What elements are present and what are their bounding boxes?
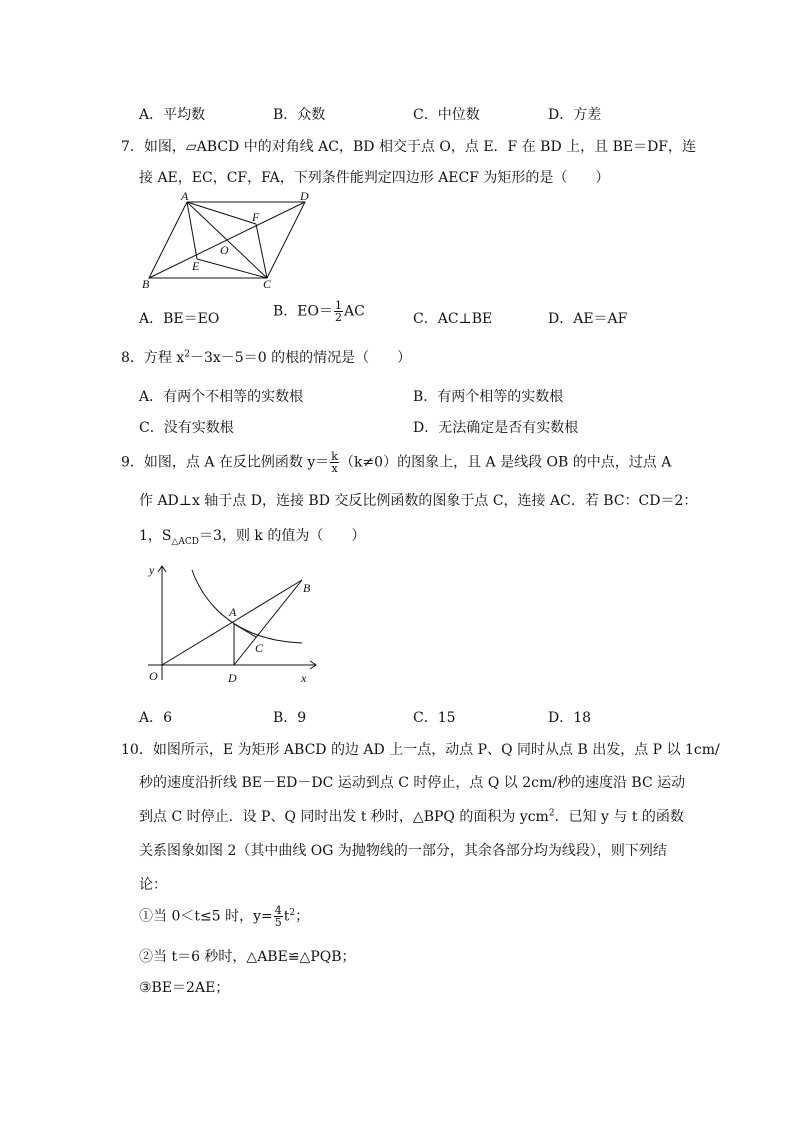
q9-option-b: B．9 xyxy=(273,710,307,726)
q7-option-a: A．BE＝EO xyxy=(139,311,220,327)
q7-option-b: B．EO＝ $\frac{1}{2}$ AC xyxy=(273,299,365,324)
fraction-half: $\frac{1}{2}$ xyxy=(335,299,342,324)
segment-ob xyxy=(162,580,302,665)
q6-option-c: C．中位数 xyxy=(413,107,480,123)
label-b: B xyxy=(142,277,150,291)
q8-option-c: C．没有实数根 xyxy=(139,420,234,436)
q10-statement-3: ③BE＝2AE； xyxy=(139,980,230,996)
label-d: D xyxy=(300,190,309,203)
label-y: y xyxy=(149,563,155,577)
diagonal-bd xyxy=(149,202,305,278)
q7-option-d: D．AE＝AF xyxy=(548,311,628,327)
fraction-k-over-x: $\frac{k}{x}$ xyxy=(331,450,338,475)
q9-stem-line2: 作 AD⊥x 轴于点 D，连接 BD 交反比例函数的图象于点 C，连接 AC．若 BC：CD＝2： xyxy=(139,493,698,509)
q7-stem-line1: 7．如图，▱ABCD 中的对角线 AC，BD 相交于点 O，点 E．F 在 BD 上，且 BE＝DF，连 xyxy=(121,139,697,155)
q8-option-b: B．有两个相等的实数根 xyxy=(413,389,564,405)
q9-stem-line3: 1，$S_{\triangle ACD}=3$，则 k 的值为（ ） xyxy=(139,528,366,547)
q10-stem-line3: 到点 C 时停止．设 P、Q 同时出发 t 秒时，△BPQ 的面积为 ycm$^2$．已知 y 与 t 的函数 xyxy=(139,808,684,825)
label-a: A xyxy=(181,190,189,203)
q8-stem: 8．方程 $x^2-3x-5=0$ 的根的情况是（ ） xyxy=(121,349,412,366)
q6-option-b: B．众数 xyxy=(273,107,326,123)
segment-fa xyxy=(187,202,256,224)
q10-stem-line4: 关系图象如图 2（其中曲线 OG 为抛物线的一部分，其余各部分均为线段），则下列结 xyxy=(139,843,667,859)
q10-statement-2: ②当 t＝6 秒时，△ABE≌△PQB； xyxy=(139,949,356,965)
label-o: O xyxy=(220,243,229,257)
q9-option-a: A．6 xyxy=(139,710,173,726)
q8-option-a: A．有两个不相等的实数根 xyxy=(139,389,304,405)
q10-stem-line1: 10．如图所示，E 为矩形 ABCD 的边 AD 上一点，动点 P、Q 同时从点 B 出发，点 P 以 1cm/ xyxy=(121,742,720,758)
label-x: x xyxy=(301,671,307,685)
q10-stem-line5: 论： xyxy=(139,877,167,893)
segment-ac xyxy=(234,624,256,637)
q9-option-c: C．15 xyxy=(413,710,456,726)
label-f: F xyxy=(252,210,260,224)
segment-cf xyxy=(256,224,267,278)
q9-option-d: D．18 xyxy=(548,710,592,726)
q7-option-c: C．AC⊥BE xyxy=(413,311,493,327)
q10-stem-line2: 秒的速度沿折线 BE－ED－DC 运动到点 C 时停止，点 Q 以 2cm/秒的速度沿 BC 运动 xyxy=(139,775,686,791)
q6-option-a: A．平均数 xyxy=(139,107,206,123)
label-b: B xyxy=(303,581,311,595)
label-c: C xyxy=(255,641,264,655)
q9-stem-line1: 9．如图，点 A 在反比例函数 y＝ $\frac{k}{x}$ （k≠0）的图象上，且 A 是线段 OB 的中点，过点 A xyxy=(121,450,672,475)
label-e: E xyxy=(192,259,200,273)
segment-bd xyxy=(234,580,302,665)
q6-option-d: D．方差 xyxy=(548,107,602,123)
q7-stem-line2: 接 AE，EC，CF，FA，下列条件能判定四边形 AECF 为矩形的是（ ） xyxy=(139,170,610,186)
label-a: A xyxy=(229,605,237,619)
label-d: D xyxy=(228,671,237,685)
q10-statement-1: ①当 0＜t≤5 时，y= $\frac{4}{5}$ $t^2$； xyxy=(139,904,310,929)
label-o: O xyxy=(149,669,158,683)
q9-inverse-function-figure xyxy=(140,558,330,688)
fraction-four-fifths: $\frac{4}{5}$ xyxy=(274,904,282,929)
q7-parallelogram-figure xyxy=(135,190,325,298)
q8-option-d: D．无法确定是否有实数根 xyxy=(413,420,579,436)
label-c: C xyxy=(263,277,272,291)
